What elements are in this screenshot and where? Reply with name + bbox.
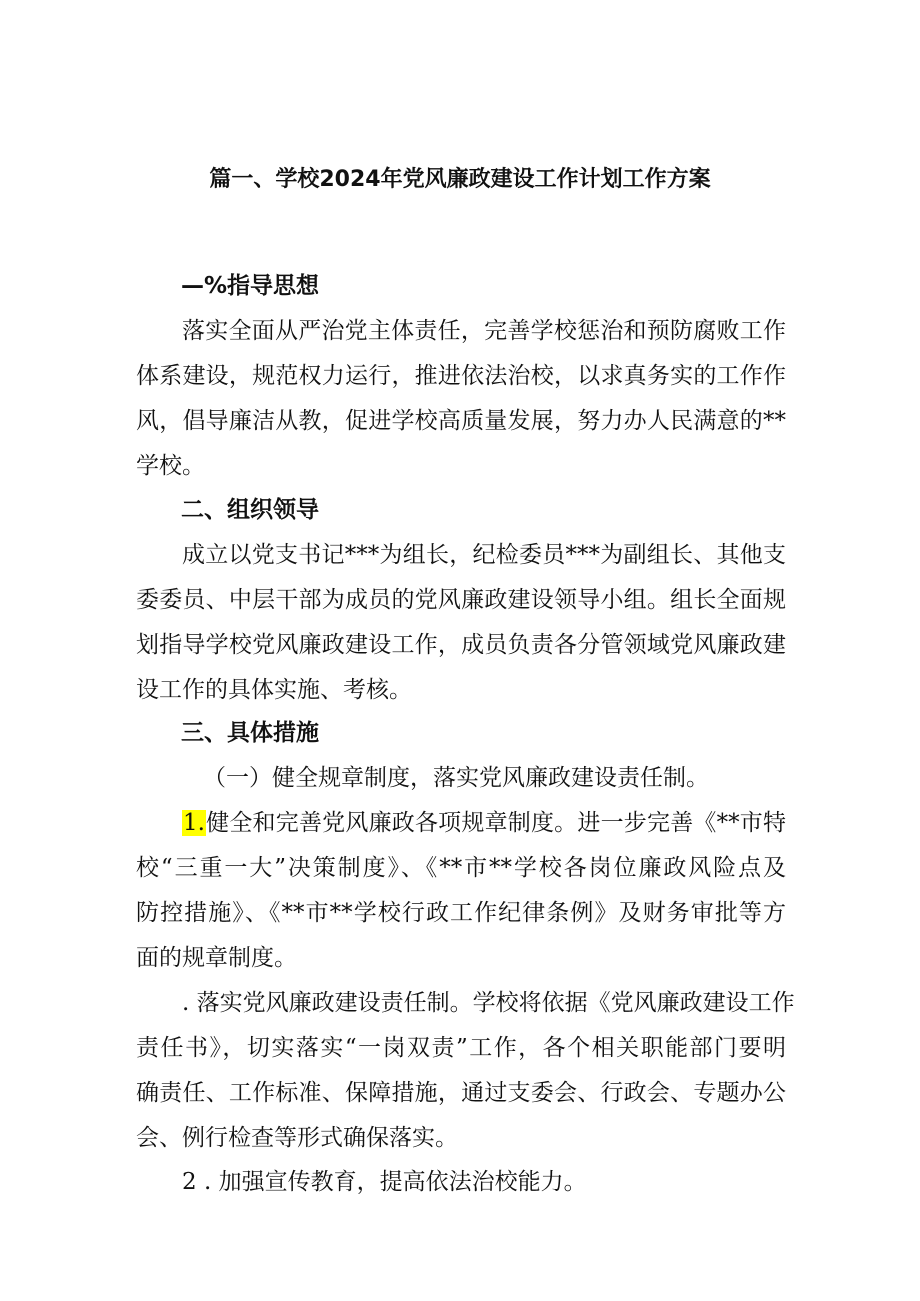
item1-first-line-text: 健全和完善党风廉政各项规章制度。进一步完善《**市特 — [205, 810, 786, 836]
item2-line-4: 会、例行检查等形式确保落实。 — [136, 1125, 458, 1151]
item1-line-4: 面的规章制度。 — [136, 945, 297, 971]
section2-line-2: 委委员、中层干部为成员的党风廉政建设领导小组。组长全面规 — [136, 587, 786, 613]
subsection-heading: （一）健全规章制度，落实党风廉政建设责任制。 — [203, 765, 709, 791]
item1-line-1 — [182, 808, 786, 838]
item1-line-3: 防控措施》、《**市**学校行政工作纪律条例》及财务审批等方 — [136, 900, 786, 926]
item2-line-2: 责任书》，切实落实“一岗双责”工作，各个相关职能部门要明 — [136, 1035, 786, 1061]
item1-line-2: 校“三重一大”决策制度》、《**市**学校各岗位廉政风险点及 — [136, 855, 786, 881]
section1-line-4: 学校。 — [136, 453, 205, 479]
section-heading-guiding-ideology: —%指导思想 — [181, 273, 320, 299]
item3-line: 2 . 加强宣传教育，提高依法治校能力。 — [182, 1169, 587, 1195]
section-heading-organization: 二、组织领导 — [181, 497, 319, 523]
section2-line-4: 设工作的具体实施、考核。 — [136, 677, 412, 703]
section1-line-2: 体系建设，规范权力运行，推进依法治校，以求真务实的工作作 — [136, 363, 786, 389]
section2-line-1: 成立以党支书记***为组长，纪检委员***为副组长、其他支 — [182, 542, 786, 568]
section1-line-3: 风，倡导廉洁从教，促进学校高质量发展，努力办人民满意的** — [136, 408, 786, 434]
item-number-highlight: 1. — [183, 810, 205, 836]
item2-line-3: 确责任、工作标准、保障措施，通过支委会、行政会、专题办公 — [136, 1080, 786, 1106]
section2-line-3: 划指导学校党风廉政建设工作，成员负责各分管领域党风廉政建 — [136, 632, 786, 658]
document-title: 篇一、学校2024年党风廉政建设工作计划工作方案 — [209, 167, 711, 192]
section1-line-1: 落实全面从严治党主体责任，完善学校惩治和预防腐败工作 — [182, 318, 786, 344]
section-heading-measures: 三、具体措施 — [181, 720, 319, 746]
item2-line-1: . 落实党风廉政建设责任制。学校将依据《党风廉政建设工作 — [182, 990, 795, 1016]
